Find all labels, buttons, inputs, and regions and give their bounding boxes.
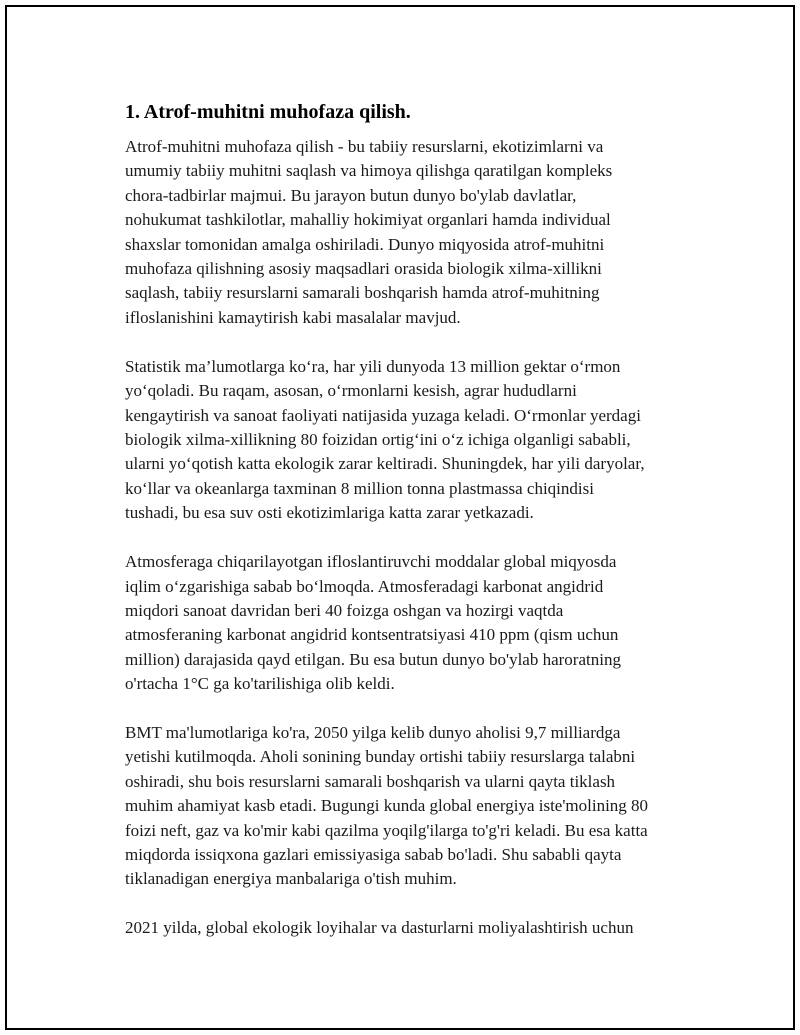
text-line: tiklanadigan energiya manbalariga o'tish muhim. (125, 869, 457, 889)
text-line: iqlim o‘zgarishiga sabab bo‘lmoqda. Atmosferadagi karbonat angidrid (125, 576, 604, 596)
text-line: shaxslar tomonidan amalga oshiriladi. Dunyo miqyosida atrof-muhitni (125, 234, 605, 254)
text-line: ifloslanishini kamaytirish kabi masalalar mavjud. (125, 307, 461, 327)
text-line: tushadi, bu esa suv osti ekotizimlariga katta zarar yetkazadi. (125, 503, 534, 523)
document-body (125, 99, 695, 965)
paragraph-atmosphere-pollution (125, 550, 695, 696)
text-line: foizi neft, gaz va ko'mir kabi qazilma yoqilg'ilarga to'g'ri keladi. Bu esa katta (125, 820, 648, 840)
text-line: miqdori sanoat davridan beri 40 foizga oshgan va hozirgi vaqtda (125, 600, 564, 620)
text-line: oshiradi, shu bois resurslarni samarali boshqarish va ularni qayta tiklash (125, 771, 616, 791)
section-heading: 1. Atrof-muhitni muhofaza qilish. (125, 101, 411, 123)
text-line: chora-tadbirlar majmui. Bu jarayon butun dunyo bo'ylab davlatlar, (125, 185, 577, 205)
text-line: biologik xilma-xillikning 80 foizidan ortig‘ini o‘z ichiga olganligi sababli, (125, 429, 631, 449)
text-line: ko‘llar va okeanlarga taxminan 8 million tonna plastmassa chiqindisi (125, 478, 594, 498)
text-line: yetishi kutilmoqda. Aholi sonining bunday ortishi tabiiy resurslarga talabni (125, 747, 636, 767)
text-line: saqlash, tabiiy resurslarni samarali boshqarish hamda atrof-muhitning (125, 283, 600, 303)
text-line: Atmosferaga chiqarilayotgan ifloslantiruvchi moddalar global miqyosda (125, 552, 617, 572)
text-line: million) darajasida qayd etilgan. Bu esa butun dunyo bo'ylab haroratning (125, 649, 621, 669)
page-frame (5, 5, 795, 1030)
text-line: o'rtacha 1°C ga ko'tarilishiga olib keldi. (125, 674, 395, 694)
text-line: nohukumat tashkilotlar, mahalliy hokimiyat organlari hamda individual (125, 210, 611, 230)
paragraph-forest-statistics (125, 355, 695, 526)
paragraph-funding-2021 (125, 916, 695, 940)
text-line: atmosferaning karbonat angidrid kontsentratsiyasi 410 ppm (qism uchun (125, 625, 619, 645)
text-line: Atrof-muhitni muhofaza qilish - bu tabiiy resurslarni, ekotizimlarni va (125, 137, 604, 156)
paragraph-environment-protection (125, 135, 695, 330)
paragraph-population-energy (125, 721, 695, 892)
text-line: muhim ahamiyat kasb etadi. Bugungi kunda global energiya iste'molining 80 (125, 796, 649, 816)
text-line: umumiy tabiiy muhitni saqlash va himoya qilishga qaratilgan kompleks (125, 161, 613, 181)
text-line: ularni yo‘qotish katta ekologik zarar keltiradi. Shuningdek, har yili daryolar, (125, 454, 645, 474)
text-line: kengaytirish va sanoat faoliyati natijasida yuzaga keladi. O‘rmonlar yerdagi (125, 405, 641, 425)
text-line: miqdorda issiqxona gazlari emissiyasiga sabab bo'ladi. Shu sababli qayta (125, 845, 622, 865)
text-line: 2021 yilda, global ekologik loyihalar va dasturlarni moliyalashtirish uchun (125, 918, 634, 938)
text-line: Statistik ma’lumotlarga ko‘ra, har yili dunyoda 13 million gektar o‘rmon (125, 356, 621, 376)
text-line: BMT ma'lumotlariga ko'ra, 2050 yilga kelib dunyo aholisi 9,7 milliardga (125, 723, 621, 743)
text-line: yo‘qoladi. Bu raqam, asosan, o‘rmonlarni kesish, agrar hududlarni (125, 381, 577, 401)
text-line: muhofaza qilishning asosiy maqsadlari orasida biologik xilma-xillikni (125, 259, 602, 279)
